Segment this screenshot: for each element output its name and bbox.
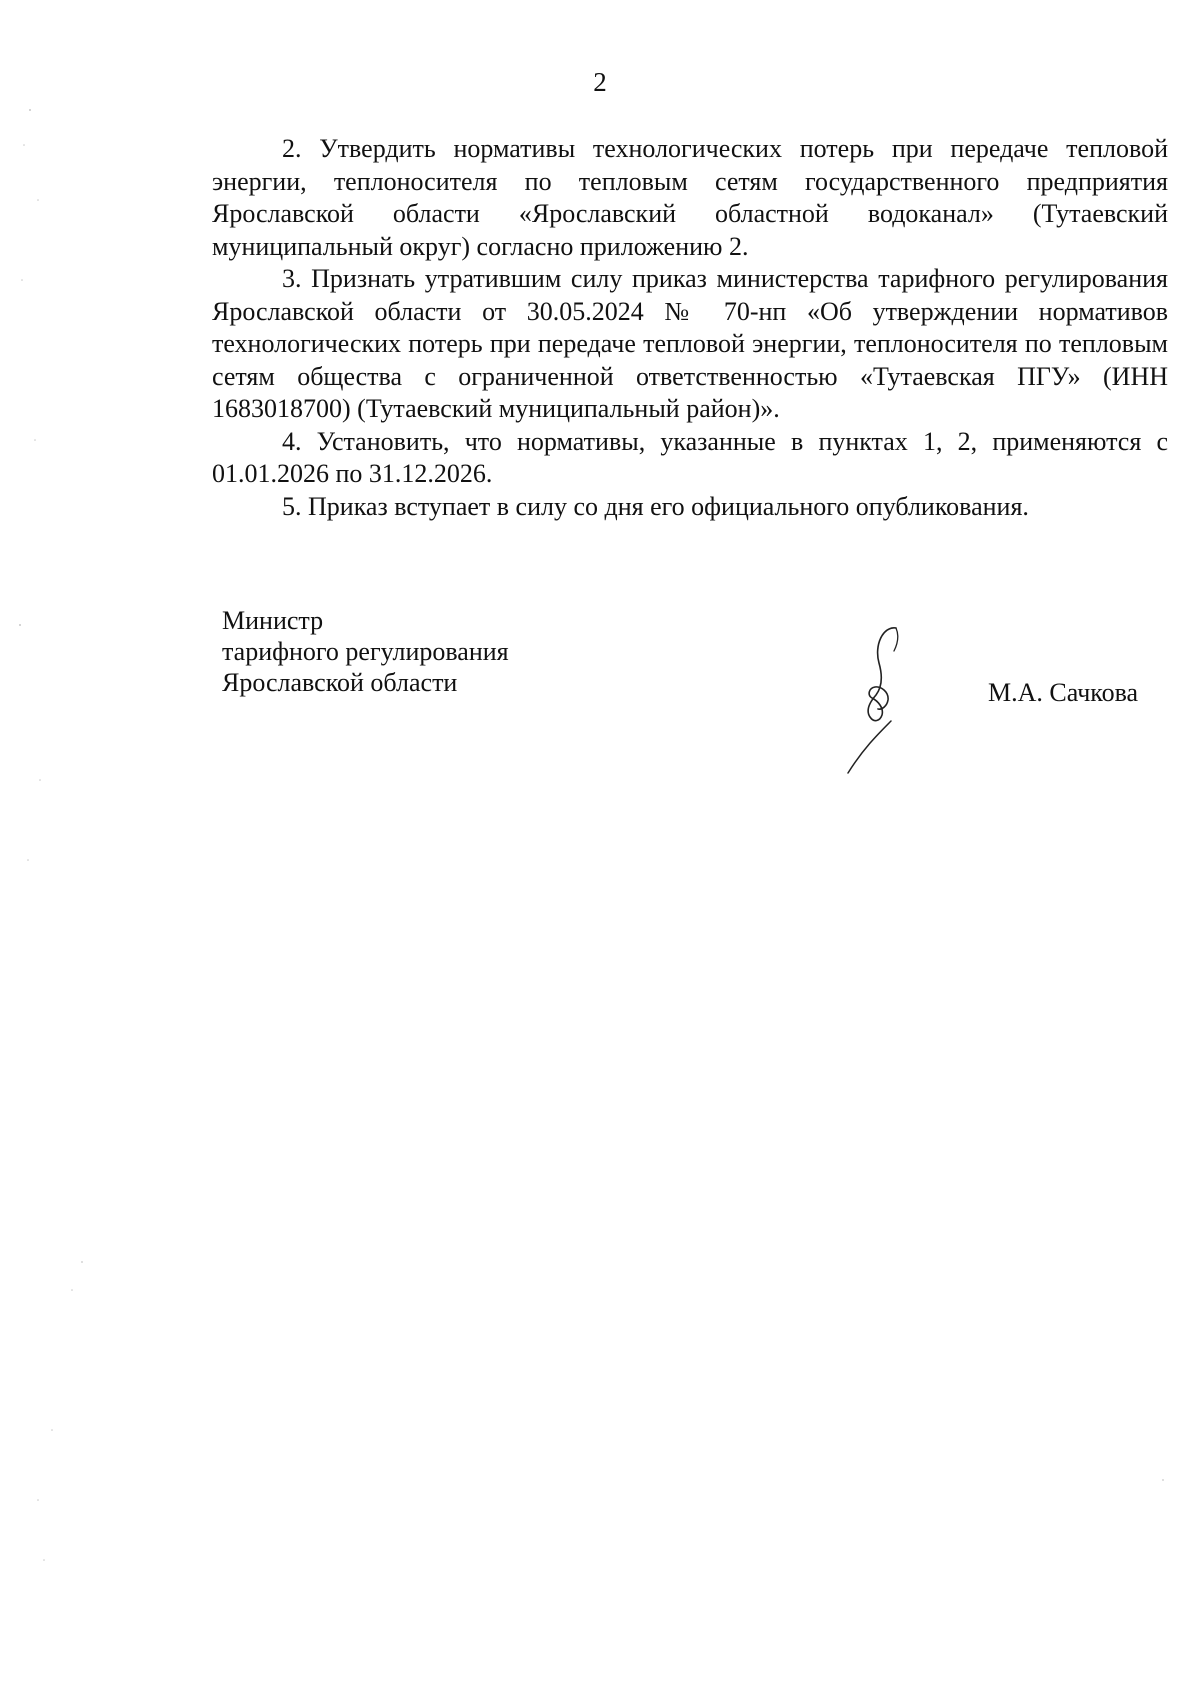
signatory-position-line: Ярославской области (222, 668, 458, 697)
paragraph-item-4: 4. Установить, что нормативы, указанные в пунктах 1, 2, применяются с 01.01.2026 по 31.12.2026. (212, 426, 1168, 488)
paragraph-item-5: 5. Приказ вступает в силу со дня его официального опубликования. (282, 491, 1029, 521)
page-number: 2 (593, 67, 607, 97)
paragraph-item-3: 3. Признать утратившим силу приказ министерства тарифного регулирования Ярославской области от 30.05.2024 № 70-нп «Об утверждении нормативов технологических потерь при передаче тепловой энергии, теплоносителя по тепловым сетям общества с ограниченной ответственностью «Тутаевская ПГУ» (ИНН 1683018700) (Тутаевский муниципальный район)». (212, 264, 1168, 423)
paragraph-item-2: 2. Утвердить нормативы технологических потерь при передаче тепловой энергии, теплоносителя по тепловым сетям государственного предприятия Ярославской области «Ярославский областной водоканал» (Тутаевский муниципальный округ) согласно приложению 2. (212, 134, 1168, 261)
signatory-position (222, 605, 509, 698)
signatory-position-line: тарифного регулирования (222, 637, 509, 666)
handwritten-signature (825, 625, 925, 775)
document-body (212, 133, 1168, 523)
signatory-name: М.А. Сачкова (988, 678, 1139, 707)
signatory-position-line: Министр (222, 606, 324, 635)
